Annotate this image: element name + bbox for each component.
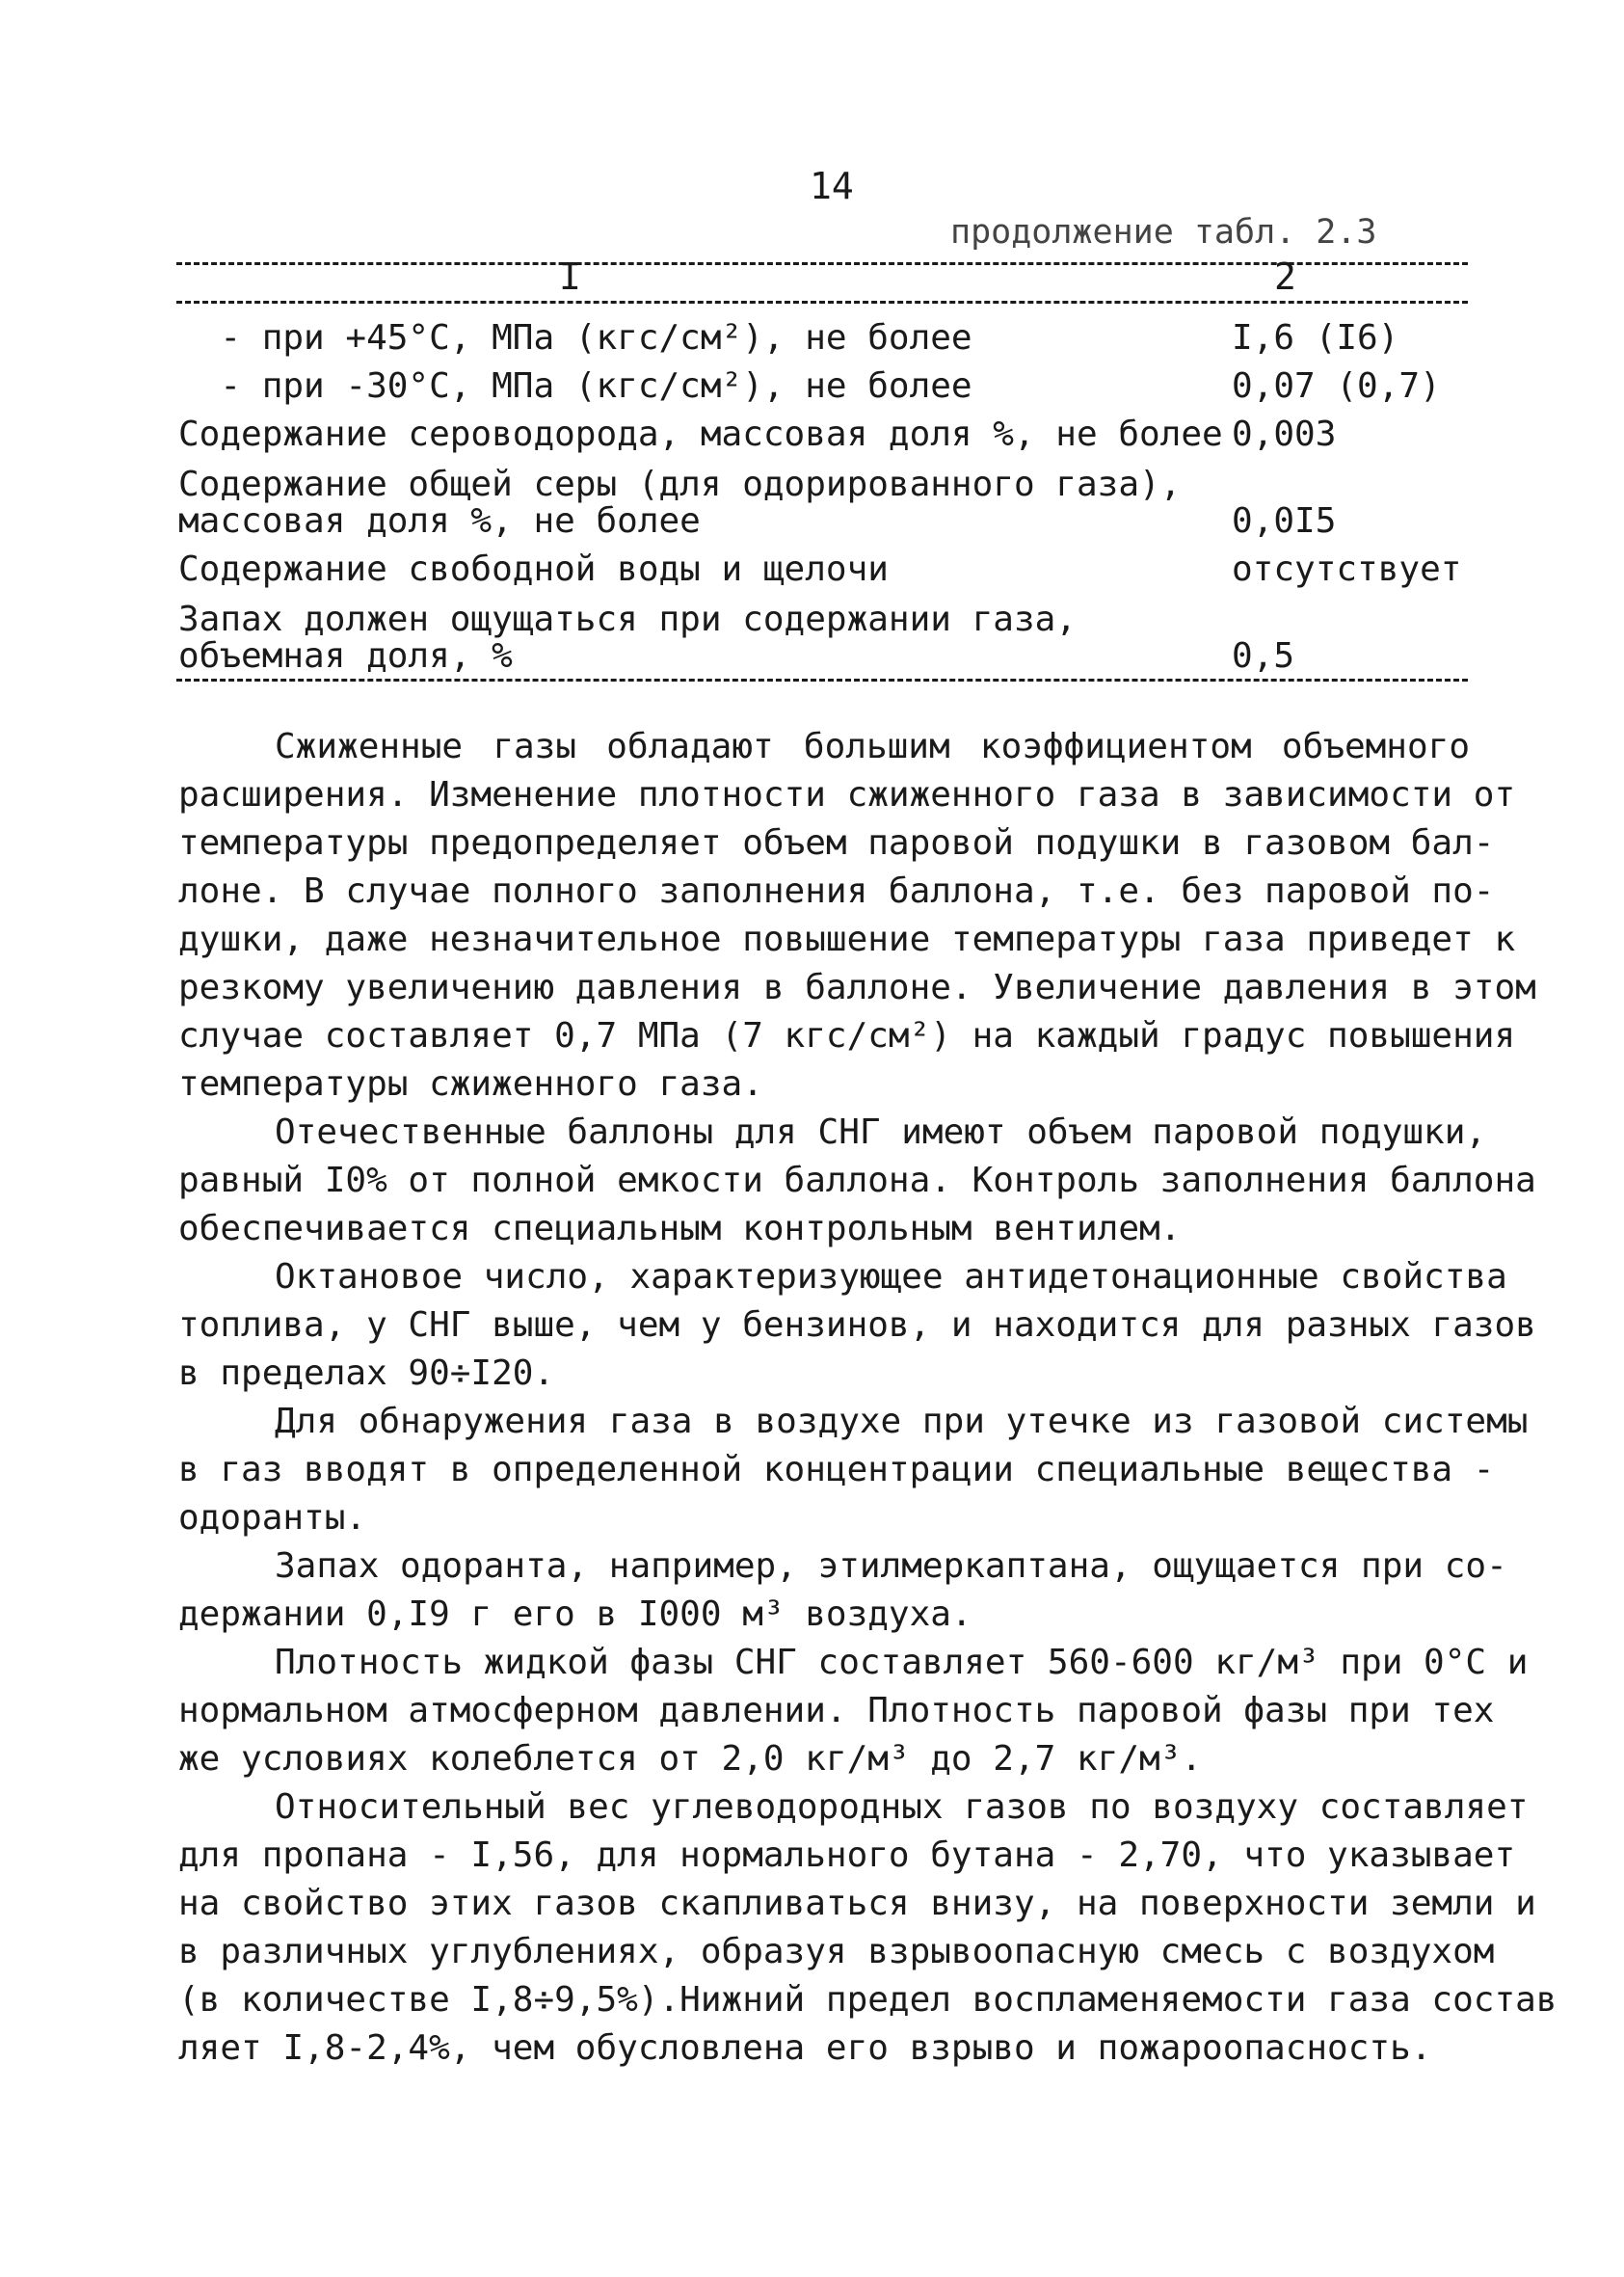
table-cell-parameter: - при -30°С, МПа (кгс/см²), не более — [178, 366, 972, 406]
paragraph — [178, 1398, 1529, 1542]
text-line: Плотность жидкой фазы СНГ составляет 560-600 кг/м³ при 0°С и — [275, 1643, 1529, 1682]
text-line: держании 0,I9 г его в I000 м³ воздуха. — [178, 1594, 972, 1634]
paragraph — [178, 1542, 1507, 1639]
text-line: Для обнаружения газа в воздухе при утечке из газовой системы — [275, 1402, 1529, 1441]
paragraph — [178, 1783, 1557, 2073]
table-cell-value: 0,0I5 — [1232, 501, 1337, 541]
paragraph — [178, 723, 1536, 1109]
text-line: нормальном атмосферном давлении. Плотность паровой фазы при тех — [178, 1691, 1495, 1730]
text-line: равный I0% от полной емкости баллона. Контроль заполнения баллона — [178, 1161, 1536, 1200]
table-cell-parameter: Содержание свободной воды и щелочи — [178, 549, 889, 589]
text-line: ляет I,8-2,4%, чем обусловлена его взрыво и пожароопасность. — [178, 2028, 1432, 2068]
table-cell-value: 0,003 — [1232, 415, 1337, 454]
text-line: температуры сжиженного газа. — [178, 1064, 763, 1104]
text-line: лоне. В случае полного заполнения баллона, т.е. без паровой по- — [178, 871, 1495, 911]
table-cell-parameter: Содержание общей серы (для одорированного газа), — [178, 465, 1182, 504]
text-line: резкому увеличению давления в баллоне. Увеличение давления в этом — [178, 968, 1536, 1007]
text-line: Отечественные баллоны для СНГ имеют объем паровой подушки, — [275, 1112, 1487, 1152]
paragraph — [178, 1639, 1529, 1783]
text-line: душки, даже незначительное повышение температуры газа приведет к — [178, 920, 1516, 959]
text-line: в различных углублениях, образуя взрывоопасную смесь с воздухом — [178, 1932, 1495, 1971]
table-cell-parameter: Содержание сероводорода, массовая доля %, не более — [178, 415, 1223, 454]
text-line: на свойство этих газов скапливаться внизу, на поверхности земли и — [178, 1884, 1536, 1923]
page-number: 14 — [810, 165, 854, 207]
text-line: случае составляет 0,7 МПа (7 кгс/см²) на каждый градус повышения — [178, 1016, 1516, 1056]
table-cell-value: I,6 (I6) — [1232, 318, 1399, 358]
table-cell-value: отсутствует — [1232, 549, 1462, 589]
paragraph — [178, 1109, 1536, 1253]
table-rule-header — [176, 301, 1468, 304]
table-cell-value: 0,07 (0,7) — [1232, 366, 1441, 406]
text-line: же условиях колеблется от 2,0 кг/м³ до 2,7 кг/м³. — [178, 1739, 1203, 1779]
table-cell-value: 0,5 — [1232, 636, 1295, 676]
text-line: (в количестве I,8÷9,5%).Нижний предел воспламеняемости газа состав — [178, 1980, 1557, 2020]
table-cell-parameter-cont: массовая доля %, не более — [178, 501, 701, 541]
text-line: расширения. Изменение плотности сжиженного газа в зависимости от — [178, 775, 1516, 815]
text-line: Октановое число, характеризующее антидетонационные свойства — [275, 1257, 1507, 1297]
table-cell-parameter-cont: объемная доля, % — [178, 636, 513, 676]
paragraph — [178, 1253, 1536, 1398]
text-line: обеспечивается специальным контрольным вентилем. — [178, 1209, 1182, 1248]
text-line: в газ вводят в определенной концентрации специальные вещества - — [178, 1450, 1495, 1489]
text-line: топлива, у СНГ выше, чем у бензинов, и находится для разных газов — [178, 1305, 1536, 1345]
table-cell-parameter: Запах должен ощущаться при содержании газа, — [178, 600, 1077, 639]
table-rule-bottom — [176, 679, 1468, 682]
text-line: Относительный вес углеводородных газов по воздуху составляет — [275, 1787, 1529, 1827]
text-line: одоранты. — [178, 1498, 367, 1538]
text-line: для пропана - I,56, для нормального бутана - 2,70, что указывает — [178, 1835, 1516, 1875]
table-cell-parameter: - при +45°С, МПа (кгс/см²), не более — [178, 318, 972, 358]
column-header-1: I — [559, 255, 581, 298]
column-header-2: 2 — [1274, 255, 1296, 298]
text-line: температуры предопределяет объем паровой подушки в газовом бал- — [178, 823, 1495, 863]
text-line: в пределах 90÷I20. — [178, 1353, 555, 1393]
table-caption: продолжение табл. 2.3 — [950, 213, 1377, 252]
text-line: Сжиженные газы обладают большим коэффициентом объемного — [275, 727, 1470, 766]
text-line: Запах одоранта, например, этилмеркаптана, ощущается при со- — [275, 1546, 1507, 1586]
